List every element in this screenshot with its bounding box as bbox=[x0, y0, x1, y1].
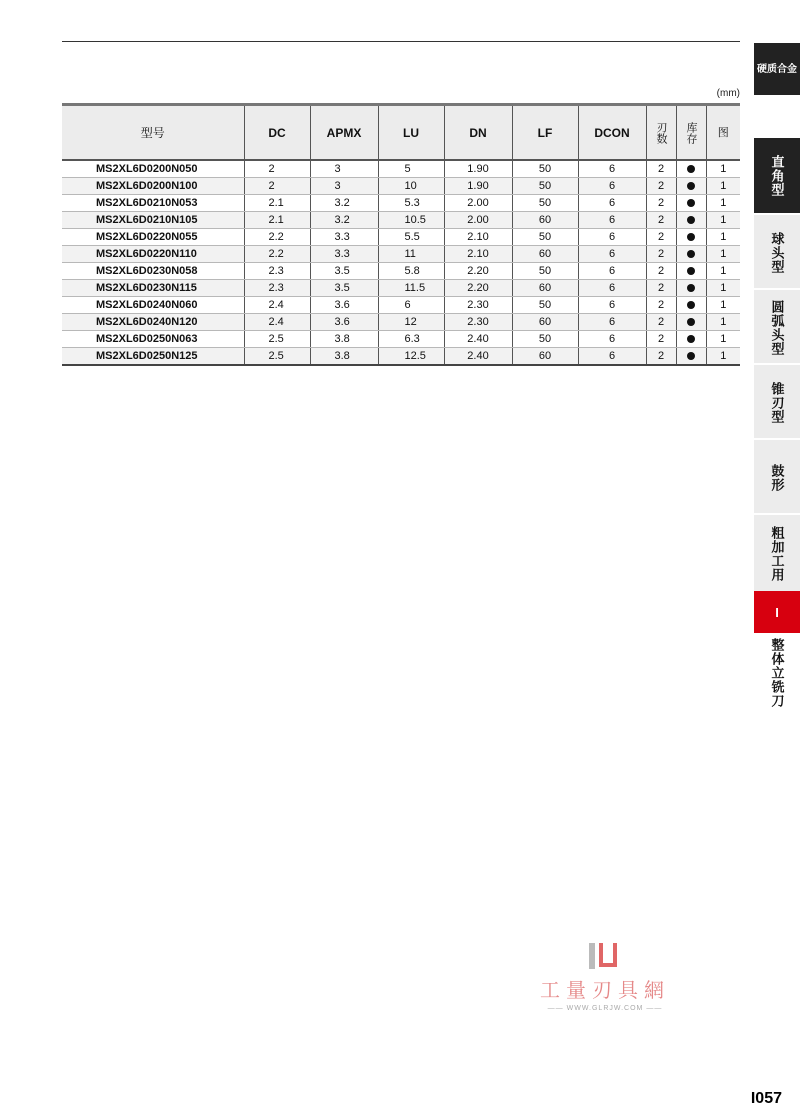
in-stock-dot-icon bbox=[687, 216, 695, 224]
cell-figure: 1 bbox=[706, 263, 740, 280]
cell-dc: 2.3 bbox=[244, 280, 310, 297]
cell-lu: 12.5 bbox=[378, 348, 444, 366]
table-header-row bbox=[62, 105, 740, 161]
watermark-url: —— WWW.GLRJW.COM —— bbox=[547, 1005, 663, 1012]
cell-dc: 2.1 bbox=[244, 212, 310, 229]
cell-lu: 11.5 bbox=[378, 280, 444, 297]
cell-dc: 2.5 bbox=[244, 331, 310, 348]
cell-dcon: 6 bbox=[578, 280, 646, 297]
watermark-logo-icon bbox=[585, 940, 625, 974]
side-tab-label: 粗加工用 bbox=[769, 526, 785, 582]
cell-lf: 50 bbox=[512, 331, 578, 348]
cell-dc: 2.2 bbox=[244, 229, 310, 246]
side-tab-8[interactable] bbox=[754, 633, 800, 713]
in-stock-dot-icon bbox=[687, 199, 695, 207]
header-lu: LU bbox=[378, 105, 444, 161]
cell-lu: 12 bbox=[378, 314, 444, 331]
cell-lf: 50 bbox=[512, 229, 578, 246]
cell-model: MS2XL6D0230N058 bbox=[62, 263, 244, 280]
cell-stock bbox=[676, 348, 706, 366]
cell-dc: 2.5 bbox=[244, 348, 310, 366]
side-tab-label: 鼓形 bbox=[769, 463, 785, 492]
table-row bbox=[62, 314, 740, 331]
in-stock-dot-icon bbox=[687, 284, 695, 292]
cell-dn: 2.30 bbox=[444, 314, 512, 331]
cell-model: MS2XL6D0200N100 bbox=[62, 178, 244, 195]
page-number: I057 bbox=[750, 1090, 782, 1107]
cell-stock bbox=[676, 280, 706, 297]
cell-model: MS2XL6D0240N120 bbox=[62, 314, 244, 331]
cell-figure: 1 bbox=[706, 246, 740, 263]
cell-apmx: 3.3 bbox=[310, 229, 378, 246]
in-stock-dot-icon bbox=[687, 250, 695, 258]
cell-lf: 60 bbox=[512, 246, 578, 263]
cell-apmx: 3.2 bbox=[310, 212, 378, 229]
cell-dc: 2.1 bbox=[244, 195, 310, 212]
cell-flutes: 2 bbox=[646, 297, 676, 314]
cell-figure: 1 bbox=[706, 280, 740, 297]
header-apmx: APMX bbox=[310, 105, 378, 161]
table-row bbox=[62, 212, 740, 229]
cell-flutes: 2 bbox=[646, 280, 676, 297]
cell-model: MS2XL6D0240N060 bbox=[62, 297, 244, 314]
in-stock-dot-icon bbox=[687, 233, 695, 241]
in-stock-dot-icon bbox=[687, 335, 695, 343]
side-tab-4[interactable] bbox=[754, 363, 800, 440]
cell-dn: 1.90 bbox=[444, 178, 512, 195]
cell-stock bbox=[676, 178, 706, 195]
header-stock: 库存 bbox=[676, 105, 706, 161]
cell-dcon: 6 bbox=[578, 314, 646, 331]
cell-apmx: 3.5 bbox=[310, 280, 378, 297]
side-tab-label: 锥刃型 bbox=[769, 381, 785, 424]
cell-dcon: 6 bbox=[578, 160, 646, 178]
side-tab-7[interactable] bbox=[754, 591, 800, 633]
cell-lu: 5.5 bbox=[378, 229, 444, 246]
cell-apmx: 3.6 bbox=[310, 314, 378, 331]
side-tab-label: 整体立铣刀 bbox=[769, 638, 785, 708]
header-flutes: 刃数 bbox=[646, 105, 676, 161]
cell-flutes: 2 bbox=[646, 195, 676, 212]
header-dc: DC bbox=[244, 105, 310, 161]
cell-apmx: 3.5 bbox=[310, 263, 378, 280]
cell-lu: 5 bbox=[378, 160, 444, 178]
cell-flutes: 2 bbox=[646, 263, 676, 280]
cell-apmx: 3.3 bbox=[310, 246, 378, 263]
cell-apmx: 3 bbox=[310, 178, 378, 195]
in-stock-dot-icon bbox=[687, 165, 695, 173]
cell-stock bbox=[676, 160, 706, 178]
cell-lf: 50 bbox=[512, 263, 578, 280]
cell-apmx: 3 bbox=[310, 160, 378, 178]
cell-stock bbox=[676, 195, 706, 212]
cell-lf: 60 bbox=[512, 280, 578, 297]
cell-figure: 1 bbox=[706, 160, 740, 178]
cell-lf: 50 bbox=[512, 160, 578, 178]
cell-stock bbox=[676, 331, 706, 348]
in-stock-dot-icon bbox=[687, 182, 695, 190]
cell-dc: 2 bbox=[244, 160, 310, 178]
watermark-title: 工量刃具網 bbox=[540, 978, 670, 1002]
cell-lf: 50 bbox=[512, 178, 578, 195]
cell-figure: 1 bbox=[706, 212, 740, 229]
cell-dn: 2.40 bbox=[444, 348, 512, 366]
header-dcon: DCON bbox=[578, 105, 646, 161]
cell-lu: 11 bbox=[378, 246, 444, 263]
cell-dn: 1.90 bbox=[444, 160, 512, 178]
cell-dcon: 6 bbox=[578, 178, 646, 195]
cell-lf: 60 bbox=[512, 212, 578, 229]
side-tab-label: 圆弧头型 bbox=[769, 299, 785, 356]
cell-model: MS2XL6D0230N115 bbox=[62, 280, 244, 297]
table-row bbox=[62, 246, 740, 263]
cell-figure: 1 bbox=[706, 229, 740, 246]
cell-dcon: 6 bbox=[578, 195, 646, 212]
table-row bbox=[62, 297, 740, 314]
cell-stock bbox=[676, 229, 706, 246]
spec-table bbox=[62, 103, 740, 366]
header-model: 型号 bbox=[62, 105, 244, 161]
cell-flutes: 2 bbox=[646, 160, 676, 178]
in-stock-dot-icon bbox=[687, 301, 695, 309]
cell-dn: 2.10 bbox=[444, 229, 512, 246]
cell-flutes: 2 bbox=[646, 314, 676, 331]
cell-model: MS2XL6D0200N050 bbox=[62, 160, 244, 178]
cell-flutes: 2 bbox=[646, 348, 676, 366]
table-row bbox=[62, 331, 740, 348]
cell-stock bbox=[676, 263, 706, 280]
side-tab-label: I bbox=[775, 604, 779, 620]
cell-figure: 1 bbox=[706, 178, 740, 195]
cell-dcon: 6 bbox=[578, 212, 646, 229]
cell-lu: 5.8 bbox=[378, 263, 444, 280]
side-tab-5[interactable] bbox=[754, 438, 800, 515]
in-stock-dot-icon bbox=[687, 352, 695, 360]
cell-lf: 60 bbox=[512, 348, 578, 366]
side-tab-label: 直角型 bbox=[769, 154, 785, 197]
cell-lu: 10 bbox=[378, 178, 444, 195]
cell-model: MS2XL6D0210N053 bbox=[62, 195, 244, 212]
cell-stock bbox=[676, 314, 706, 331]
side-tab-1[interactable] bbox=[754, 138, 800, 213]
side-tab-2[interactable] bbox=[754, 213, 800, 290]
cell-flutes: 2 bbox=[646, 229, 676, 246]
cell-dcon: 6 bbox=[578, 263, 646, 280]
cell-apmx: 3.6 bbox=[310, 297, 378, 314]
header-figure: 图 bbox=[706, 105, 740, 161]
cell-dc: 2 bbox=[244, 178, 310, 195]
table-row bbox=[62, 348, 740, 366]
cell-dcon: 6 bbox=[578, 348, 646, 366]
cell-flutes: 2 bbox=[646, 331, 676, 348]
cell-dcon: 6 bbox=[578, 297, 646, 314]
cell-model: MS2XL6D0250N063 bbox=[62, 331, 244, 348]
top-rule bbox=[62, 41, 740, 42]
cell-model: MS2XL6D0220N055 bbox=[62, 229, 244, 246]
cell-lf: 50 bbox=[512, 297, 578, 314]
cell-flutes: 2 bbox=[646, 212, 676, 229]
cell-lf: 60 bbox=[512, 314, 578, 331]
cell-figure: 1 bbox=[706, 314, 740, 331]
cell-lu: 6.3 bbox=[378, 331, 444, 348]
cell-flutes: 2 bbox=[646, 178, 676, 195]
in-stock-dot-icon bbox=[687, 318, 695, 326]
cell-stock bbox=[676, 297, 706, 314]
table-row bbox=[62, 229, 740, 246]
cell-figure: 1 bbox=[706, 348, 740, 366]
cell-dc: 2.4 bbox=[244, 314, 310, 331]
header-lf: LF bbox=[512, 105, 578, 161]
cell-stock bbox=[676, 212, 706, 229]
cell-figure: 1 bbox=[706, 195, 740, 212]
cell-lu: 10.5 bbox=[378, 212, 444, 229]
table-row bbox=[62, 280, 740, 297]
cell-dn: 2.20 bbox=[444, 263, 512, 280]
cell-dcon: 6 bbox=[578, 331, 646, 348]
cell-dc: 2.4 bbox=[244, 297, 310, 314]
cell-model: MS2XL6D0210N105 bbox=[62, 212, 244, 229]
cell-stock bbox=[676, 246, 706, 263]
cell-apmx: 3.2 bbox=[310, 195, 378, 212]
side-tab-label: 球头型 bbox=[769, 231, 785, 274]
side-tab-0[interactable] bbox=[754, 43, 800, 95]
cell-dc: 2.2 bbox=[244, 246, 310, 263]
cell-flutes: 2 bbox=[646, 246, 676, 263]
cell-figure: 1 bbox=[706, 331, 740, 348]
cell-dc: 2.3 bbox=[244, 263, 310, 280]
side-tab-label: 硬质合金 bbox=[757, 63, 797, 75]
unit-label: (mm) bbox=[716, 88, 740, 99]
cell-lf: 50 bbox=[512, 195, 578, 212]
cell-dcon: 6 bbox=[578, 246, 646, 263]
side-tab-6[interactable] bbox=[754, 513, 800, 593]
table-row bbox=[62, 178, 740, 195]
cell-lu: 5.3 bbox=[378, 195, 444, 212]
table-row bbox=[62, 263, 740, 280]
cell-lu: 6 bbox=[378, 297, 444, 314]
watermark bbox=[535, 940, 675, 1012]
side-tab-3[interactable] bbox=[754, 288, 800, 365]
cell-figure: 1 bbox=[706, 297, 740, 314]
cell-model: MS2XL6D0250N125 bbox=[62, 348, 244, 366]
header-dn: DN bbox=[444, 105, 512, 161]
cell-dn: 2.40 bbox=[444, 331, 512, 348]
cell-dcon: 6 bbox=[578, 229, 646, 246]
table-row bbox=[62, 195, 740, 212]
table-row bbox=[62, 160, 740, 178]
cell-dn: 2.10 bbox=[444, 246, 512, 263]
cell-apmx: 3.8 bbox=[310, 348, 378, 366]
cell-apmx: 3.8 bbox=[310, 331, 378, 348]
cell-dn: 2.30 bbox=[444, 297, 512, 314]
cell-dn: 2.20 bbox=[444, 280, 512, 297]
cell-model: MS2XL6D0220N110 bbox=[62, 246, 244, 263]
cell-dn: 2.00 bbox=[444, 195, 512, 212]
cell-dn: 2.00 bbox=[444, 212, 512, 229]
in-stock-dot-icon bbox=[687, 267, 695, 275]
